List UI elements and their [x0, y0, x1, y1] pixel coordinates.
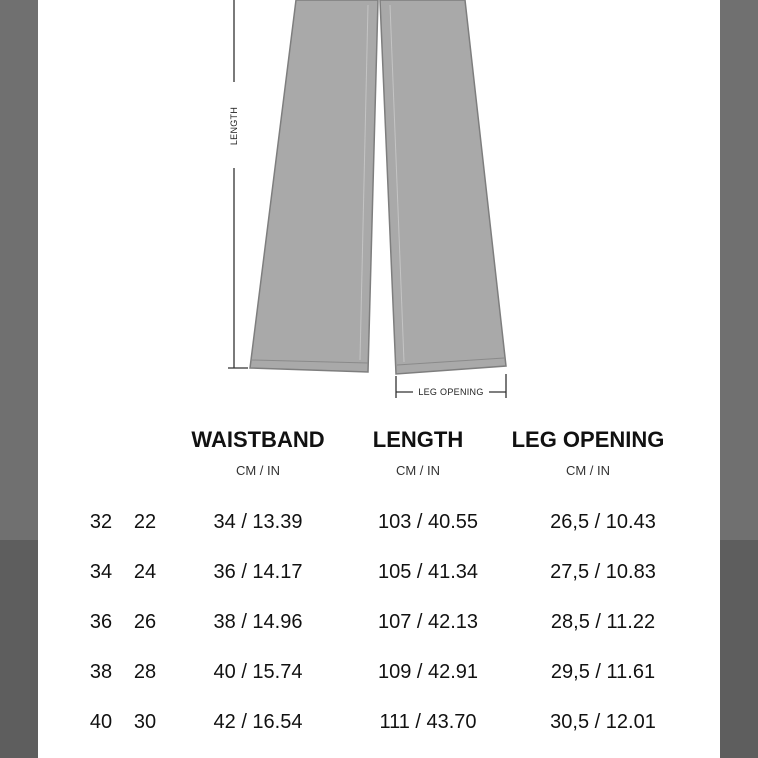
table-row [38, 557, 720, 587]
table-row [38, 507, 720, 537]
size-us: 24 [133, 561, 157, 583]
length-label: LENGTH [229, 106, 239, 146]
table-row [38, 657, 720, 687]
waistband-value: 36 / 14.17 [213, 561, 303, 583]
length-header: LENGTH [372, 427, 464, 452]
size-eu: 40 [89, 711, 113, 733]
size-eu: 36 [89, 611, 113, 633]
leg-opening-value: 28,5 / 11.22 [550, 611, 656, 633]
length-value: 105 / 41.34 [377, 561, 479, 583]
size-chart-card [38, 0, 720, 758]
leg-opening-label: LEG OPENING [418, 387, 484, 397]
leg-opening-header: LEG OPENING [511, 427, 665, 452]
length-value: 107 / 42.13 [377, 611, 479, 633]
pants-right-leg [380, 0, 506, 374]
leg-opening-unit: CM / IN [565, 463, 611, 478]
length-unit: CM / IN [395, 463, 441, 478]
waistband-value: 38 / 14.96 [213, 611, 303, 633]
waistband-value: 42 / 16.54 [213, 711, 303, 733]
size-eu: 32 [89, 511, 113, 533]
pants-diagram [38, 0, 720, 410]
leg-opening-value: 26,5 / 10.43 [550, 511, 656, 533]
waistband-value: 40 / 15.74 [213, 661, 303, 683]
size-eu: 34 [89, 561, 113, 583]
waistband-unit: CM / IN [235, 463, 281, 478]
leg-opening-value: 29,5 / 11.61 [550, 661, 656, 683]
size-us: 30 [133, 711, 157, 733]
table-row [38, 607, 720, 637]
waistband-header: WAISTBAND [191, 427, 325, 452]
pants-left-leg [250, 0, 378, 372]
leg-opening-value: 27,5 / 10.83 [550, 561, 656, 583]
waistband-value: 34 / 13.39 [213, 511, 303, 533]
table-row [38, 707, 720, 737]
size-us: 26 [133, 611, 157, 633]
length-value: 111 / 43.70 [379, 711, 477, 733]
length-value: 109 / 42.91 [377, 661, 479, 683]
size-eu: 38 [89, 661, 113, 683]
size-us: 22 [133, 511, 157, 533]
size-us: 28 [133, 661, 157, 683]
leg-opening-value: 30,5 / 12.01 [550, 711, 656, 733]
length-value: 103 / 40.55 [377, 511, 479, 533]
